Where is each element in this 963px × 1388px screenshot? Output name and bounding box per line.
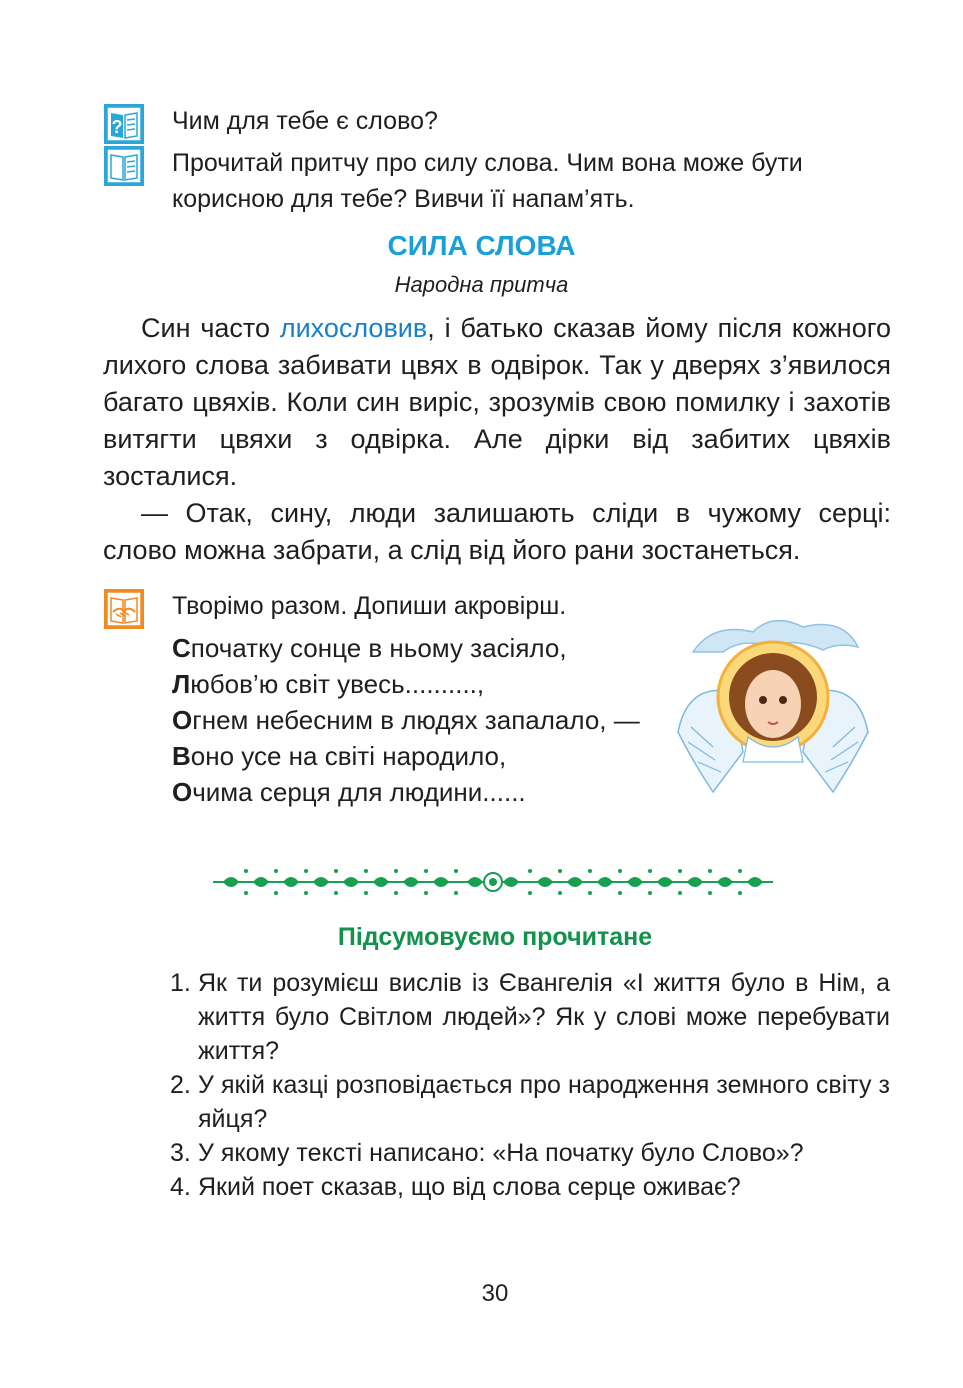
list-item: [170, 966, 890, 1068]
open-book-icon: [103, 145, 145, 187]
story-paragraph: — Отак, сину, люди залишають сліди в чужому серці: слово можна забрати, а слід від його рани зостанеться.: [103, 498, 891, 565]
question-book-icon: [103, 103, 145, 145]
question-text: Як ти розумієш вислів із Євангелія «І життя було в Нім, а життя було Світлом людей»? Як у слові може перебувати життя?: [198, 969, 890, 1065]
story-subtitle: Народна притча: [394, 272, 569, 297]
list-item: [170, 1068, 890, 1136]
poem-line-text: оно усе на світі народило,: [190, 741, 507, 771]
svg-text:?: ?: [111, 117, 123, 137]
task-question: [103, 103, 893, 139]
task-text: Чим для тебе є слово?: [172, 107, 438, 135]
poem-line: [172, 702, 640, 738]
task-text: Прочитай притчу про силу слова. Чим вона може бути корисною для тебе? Вивчи її напам’ять.: [172, 149, 803, 213]
story-text-start: Син часто: [141, 313, 280, 343]
poem-line-text: чима серця для людини......: [192, 777, 526, 807]
story-text-rest: , і батько сказав йому після кожного лихого слова забивати цвях в одвірок. Так у дверях з’явилося багато цвяхів. Коли син виріс, зрозумів свою помилку і захотів витягти цвяхи з одвірка. Але дірки від забитих цвяхів зосталися.: [103, 313, 891, 491]
highlighted-word: лихословив: [279, 313, 428, 343]
poem-line: [172, 666, 640, 702]
question-text: У якому тексті написано: «На початку було Слово»?: [198, 1139, 804, 1167]
story-paragraph: [103, 310, 891, 495]
poem-initial: С: [172, 633, 191, 663]
angel-illustration: [673, 612, 873, 802]
question-number: 1.: [170, 969, 191, 997]
poem-line: [172, 774, 640, 810]
section-title: Підсумовуємо прочитане: [337, 923, 653, 951]
question-text: У якій казці розповідається про народження земного світу з яйця?: [198, 1071, 890, 1133]
poem-initial: В: [172, 741, 191, 771]
acrostic-poem: [172, 630, 640, 810]
poem-line-text: юбов’ю світ увесь..........,: [190, 669, 485, 699]
question-number: 2.: [170, 1071, 191, 1099]
story-text: [103, 310, 891, 569]
list-item: [170, 1170, 890, 1204]
handshake-icon: [103, 588, 145, 630]
question-text: Який поет сказав, що від слова серце оживає?: [198, 1173, 741, 1201]
page-number: 30: [481, 1280, 509, 1307]
poem-line-text: гнем небесним в людях запалало, —: [192, 705, 640, 735]
task-text: Творімо разом. Допиши акровірш.: [172, 592, 567, 620]
poem-initial: О: [172, 777, 193, 807]
question-number: 3.: [170, 1139, 191, 1167]
poem-initial: Л: [172, 669, 191, 699]
list-item: [170, 1136, 890, 1170]
poem-line-text: початку сонце в ньому засіяло,: [190, 633, 567, 663]
poem-initial: О: [172, 705, 193, 735]
ornament-divider: [213, 862, 773, 902]
poem-line: [172, 630, 640, 666]
story-title: СИЛА СЛОВА: [387, 230, 576, 261]
task-read: [103, 145, 893, 217]
question-number: 4.: [170, 1173, 191, 1201]
poem-line: [172, 738, 640, 774]
question-list: [170, 966, 890, 1204]
